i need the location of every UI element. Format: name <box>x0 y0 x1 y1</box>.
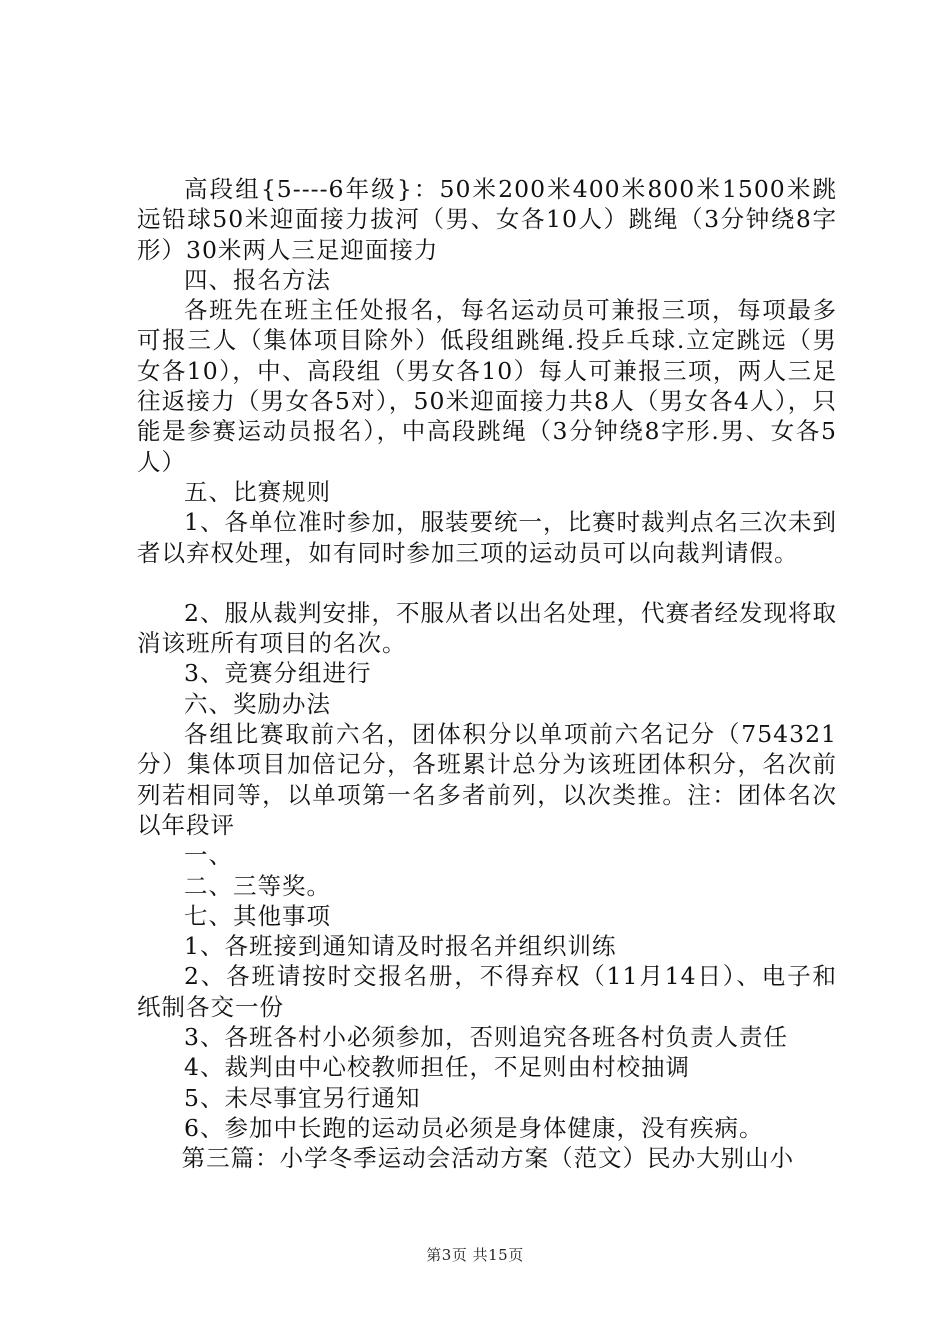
heading-other-matters: 七、其他事项 <box>184 901 331 930</box>
paragraph-registration-details: 各班先在班主任处报名，每名运动员可兼报三项，每项最多可报三人（集体项目除外）低段组跳绳.投乒乓球.立定跳远（男女各10），中、高段组（男女各10）每人可兼报三项，两人三足往返接力（男女各5对），50米迎面接力共8人（男女各4人），只能是参赛运动员报名），中高段跳绳（3分钟绕8字形.男、女各5人） <box>137 296 837 476</box>
paragraph-award-details: 各组比赛取前六名，团体积分以单项前六名记分（754321分）集体项目加倍记分，各班累计总分为该班团体积分，名次前列若相同等，以单项第一名多者前列，以次类推。注：团体名次以年段评 <box>137 720 837 839</box>
page-number-footer: 第3页 共15页 <box>426 1246 524 1264</box>
paragraph-senior-group-events: 高段组{5----6年级}：50米200米400米800米1500米跳远铅球50米迎面接力拔河（男、女各10人）跳绳（3分钟绕8字形）30米两人三足迎面接力 <box>137 175 837 264</box>
paragraph-rule-2: 2、服从裁判安排，不服从者以出名处理，代赛者经发现将取消该班所有项目的名次。 <box>137 598 837 658</box>
paragraph-other-3: 3、各班各村小必须参加，否则追究各班各村负责人责任 <box>184 1023 788 1052</box>
heading-award-method: 六、奖励办法 <box>184 689 331 718</box>
paragraph-other-2: 2、各班请按时交报名册，不得弃权（11月14日）、电子和纸制各交一份 <box>137 962 837 1021</box>
paragraph-other-1: 1、各班接到通知请及时报名并组织训练 <box>184 932 617 961</box>
paragraph-award-first: 一、 <box>184 841 233 870</box>
heading-competition-rules: 五、比赛规则 <box>184 477 331 506</box>
paragraph-other-6: 6、参加中长跑的运动员必须是身体健康，没有疾病。 <box>184 1113 764 1142</box>
paragraph-other-4: 4、裁判由中心校教师担任，不足则由村校抽调 <box>184 1053 690 1082</box>
paragraph-award-second-third: 二、三等奖。 <box>184 871 331 900</box>
paragraph-rule-1: 1、各单位准时参加，服装要统一，比赛时裁判点名三次未到者以弃权处理，如有同时参加三项的运动员可以向裁判请假。 <box>137 508 837 567</box>
heading-registration-method: 四、报名方法 <box>184 265 331 294</box>
paragraph-rule-3: 3、竞赛分组进行 <box>184 659 372 688</box>
paragraph-third-article-title: 第三篇：小学冬季运动会活动方案（范文）民办大别山小 <box>181 1144 795 1173</box>
document-body <box>137 174 837 1174</box>
paragraph-other-5: 5、未尽事宜另行通知 <box>184 1083 421 1112</box>
